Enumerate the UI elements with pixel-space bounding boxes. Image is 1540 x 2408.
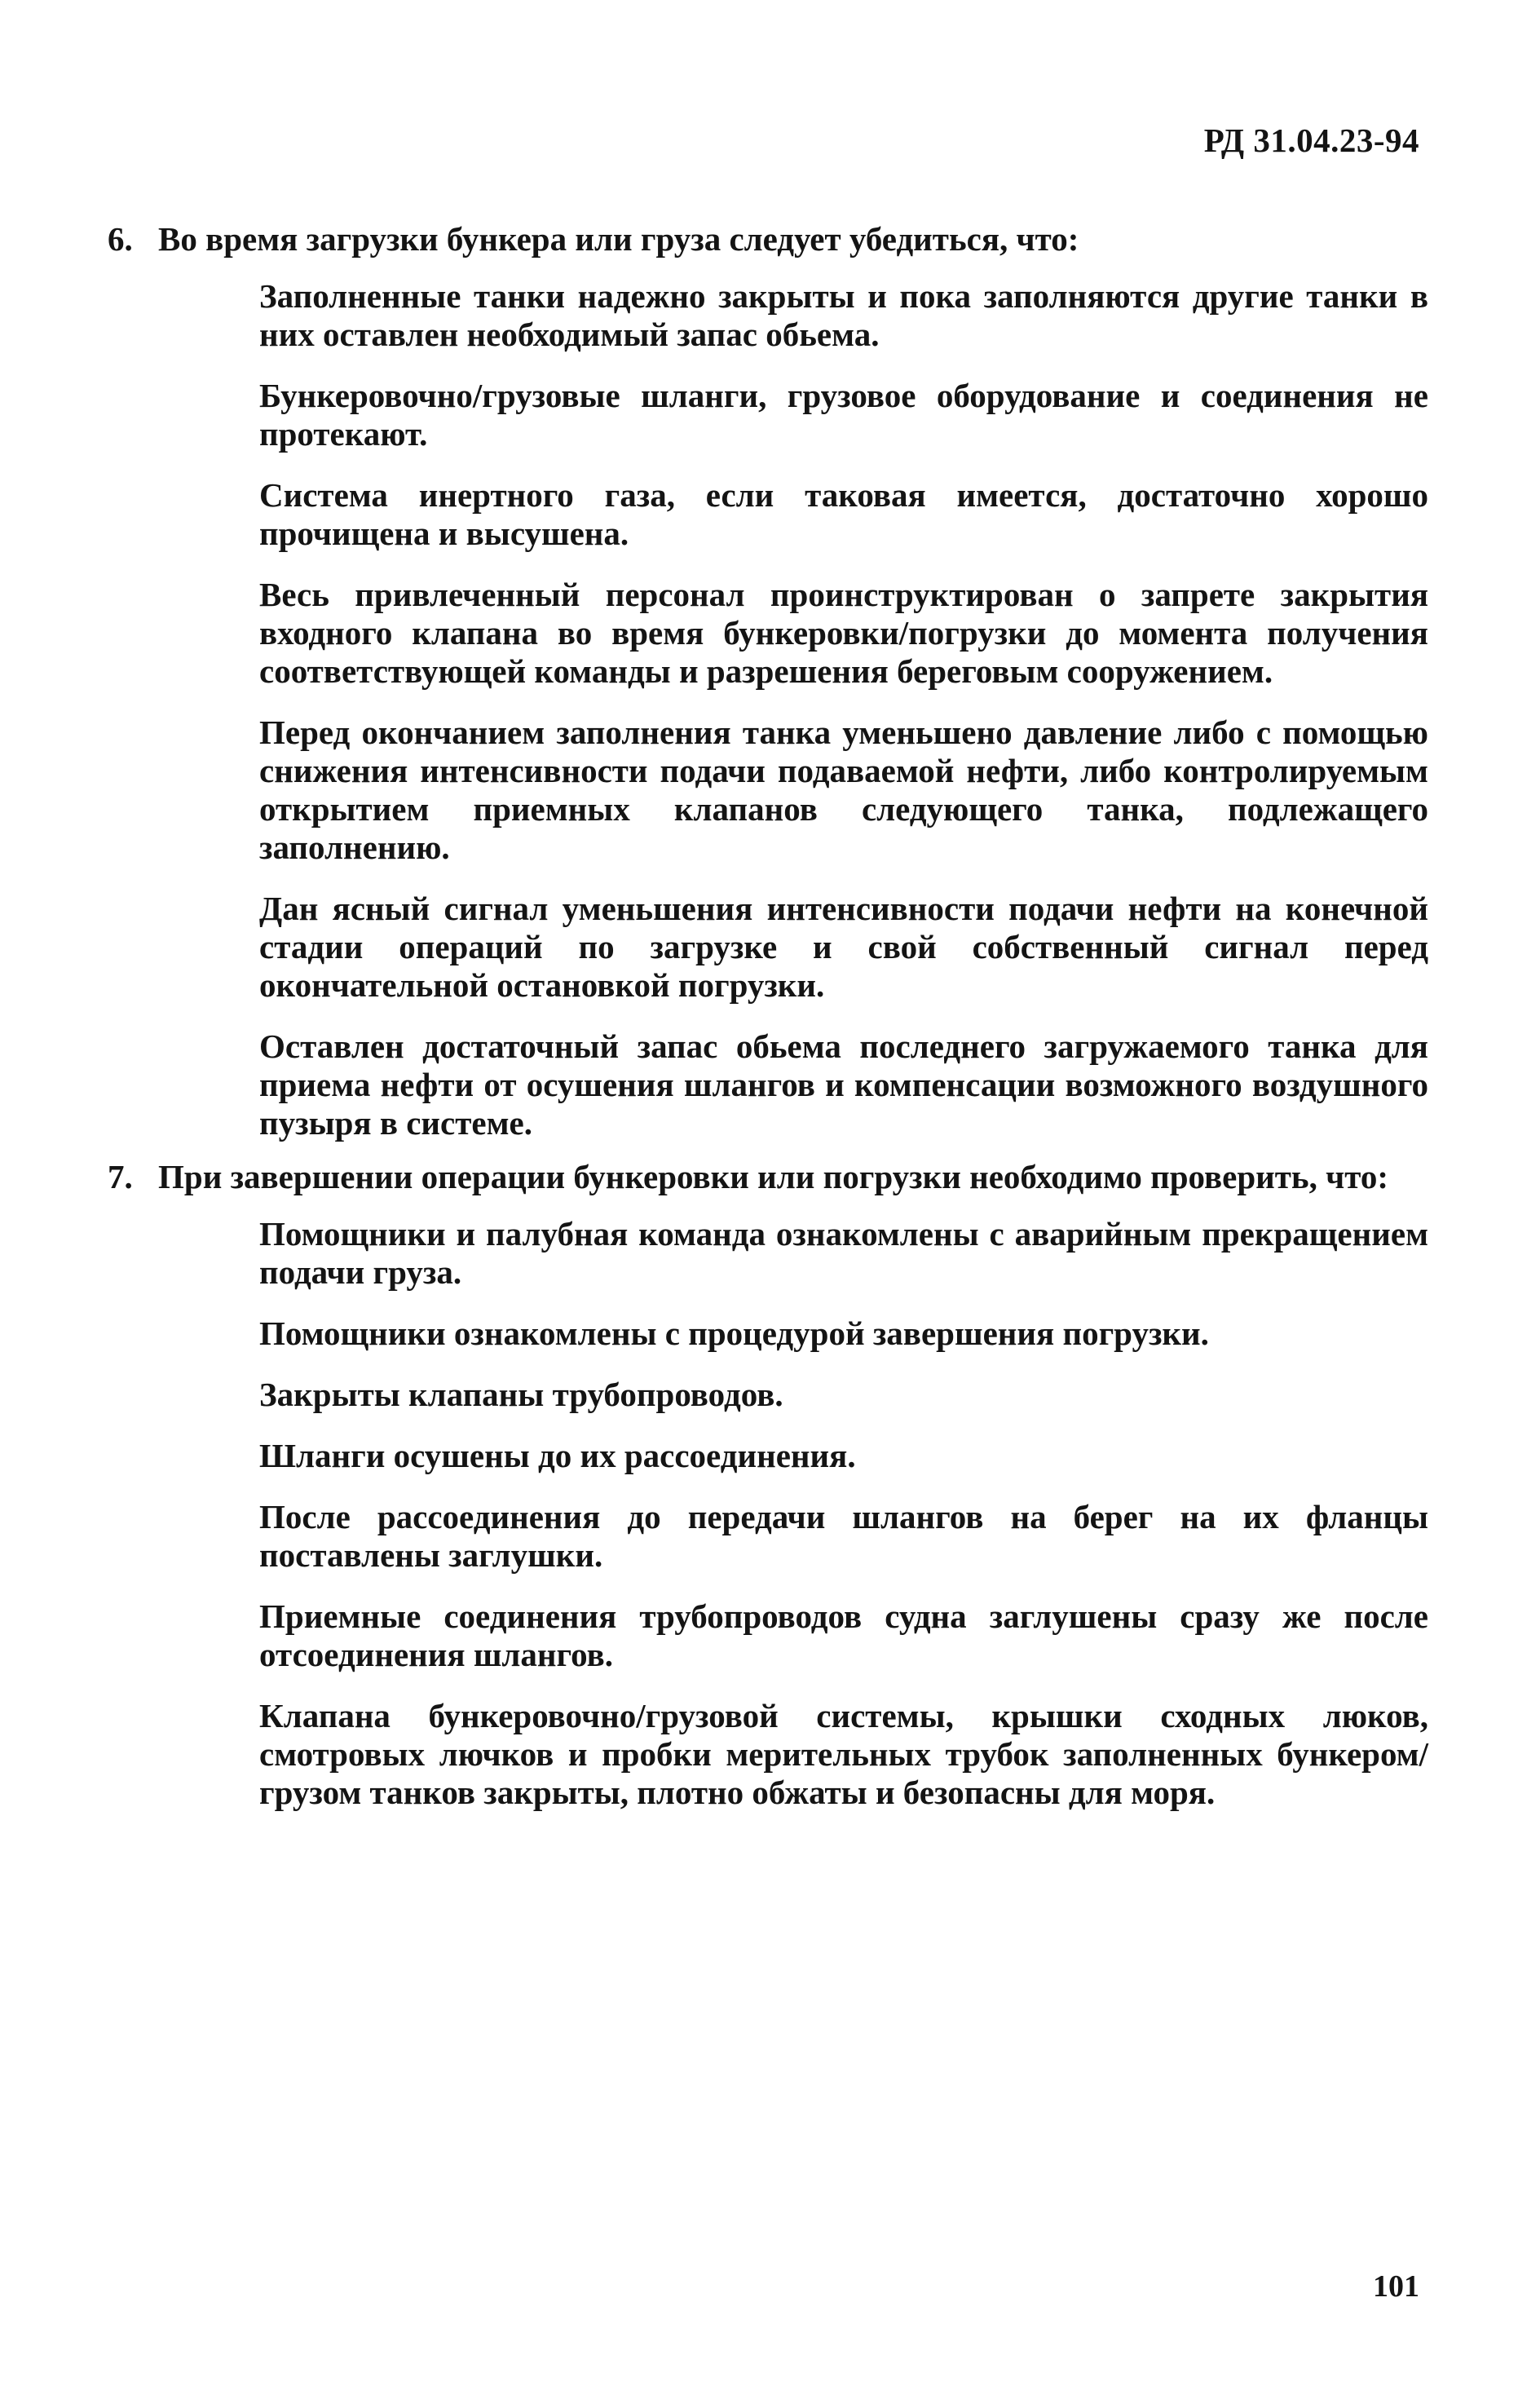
checklist-item: Перед окончанием заполнения танка уменьшено давление либо с помощью снижения интенсивности подачи подаваемой нефти, либо контролируемым открытием приемных клапанов следующего танка, подлежащего заполнению. <box>259 714 1428 866</box>
checklist <box>0 1215 1428 1812</box>
checklist-item: Помощники и палубная команда ознакомлены с аварийным прекращением подачи груза. <box>259 1215 1428 1291</box>
section-title: При завершении операции бункеровки или погрузки необходимо проверить, что: <box>158 1158 1388 1195</box>
checklist <box>0 277 1428 1142</box>
page-number: 101 <box>1373 2269 1419 2304</box>
checklist-item: Система инертного газа, если таковая имеется, достаточно хорошо прочищена и высушена. <box>259 476 1428 552</box>
section-title: Во время загрузки бункера или груза следует убедиться, что: <box>158 220 1079 258</box>
checklist-item: Помощники ознакомлены с процедурой завершения погрузки. <box>259 1314 1209 1352</box>
document-code: РД 31.04.23-94 <box>1203 122 1419 159</box>
section-heading <box>108 1156 1428 1197</box>
checklist-item: Весь привлеченный персонал проинструктирован о запрете закрытия входного клапана во время бункеровки/погрузки до момента получения соответствующей команды и разрешения береговым сооружением. <box>259 576 1428 690</box>
checklist-item: Дан ясный сигнал уменьшения интенсивности подачи нефти на конечной стадии операций по загрузке и свой собственный сигнал перед окончательной остановкой погрузки. <box>259 890 1428 1004</box>
section-7 <box>0 1156 1540 1835</box>
checklist-item: Заполненные танки надежно закрыты и пока заполняются другие танки в них оставлен необходимый запас обьема. <box>259 277 1428 353</box>
checklist-item: Оставлен достаточный запас обьема последнего загружаемого танка для приема нефти от осушения шлангов и компенсации возможного воздушного пузыря в системе. <box>259 1027 1428 1142</box>
section-number: 6. <box>108 220 133 258</box>
checklist-item: Закрыты клапаны трубопроводов. <box>259 1376 783 1413</box>
checklist-item: После рассоединения до передачи шлангов на берег на их фланцы поставлены заглушки. <box>259 1498 1428 1574</box>
checklist-item: Клапана бункеровочно/грузовой системы, крышки сходных люков, смотровых лючков и пробки мерительных трубок заполненных бункером/грузом танков закрыты, плотно обжаты и безопасны для моря. <box>259 1697 1428 1811</box>
section-heading <box>108 219 1428 259</box>
section-6 <box>0 219 1540 1165</box>
checklist-item: Приемные соединения трубопроводов судна заглушены сразу же после отсоединения шлангов. <box>259 1597 1428 1673</box>
section-number: 7. <box>108 1158 133 1195</box>
checklist-item: Бункеровочно/грузовые шланги, грузовое оборудование и соединения не протекают. <box>259 377 1428 453</box>
checklist-item: Шланги осушены до их рассоединения. <box>259 1437 856 1474</box>
